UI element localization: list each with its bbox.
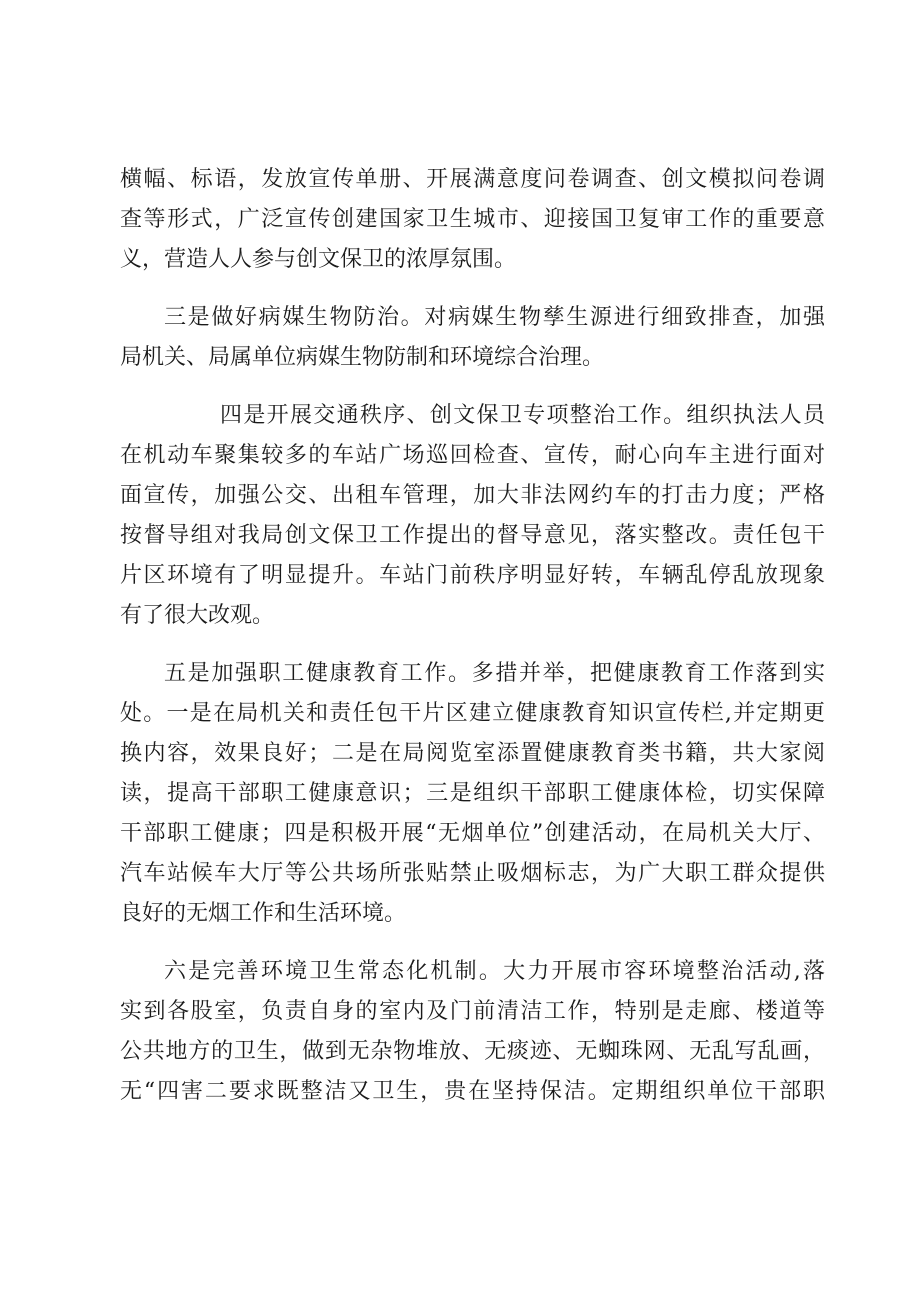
paragraph-1 (120, 160, 825, 280)
text-line: 面宣传，加强公交、出租车管理，加大非法网约车的打击力度；严格 (120, 483, 825, 508)
text-line: 汽车站候车大厅等公共场所张贴禁止吸烟标志，为广大职工群众提供 (120, 861, 825, 886)
text-line: 实到各股室，负责自身的室内及门前清洁工作，特别是走廊、楼道等 (120, 999, 825, 1024)
text-line: 无“四害二要求既整洁又卫生，贵在坚持保洁。定期组织单位干部职 (120, 1079, 825, 1104)
text-line: 处。一是在局机关和责任包干片区建立健康教育知识宣传栏,并定期更 (120, 701, 825, 726)
text-line: 良好的无烟工作和生活环境。 (120, 901, 407, 926)
text-line: 五是加强职工健康教育工作。多措并举，把健康教育工作落到实 (164, 661, 825, 686)
text-line: 按督导组对我局创文保卫工作提出的督导意见，落实整改。责任包干 (120, 523, 825, 548)
text-line: 三是做好病媒生物防治。对病媒生物孳生源进行细致排查，加强 (164, 305, 825, 330)
paragraph-2 (120, 298, 825, 378)
text-line: 公共地方的卫生，做到无杂物堆放、无痰迹、无蜘珠网、无乱写乱画， (120, 1039, 825, 1064)
paragraph-5 (120, 952, 825, 1112)
text-line: 换内容，效果良好；二是在局阅览室添置健康教育类书籍，共大家阅 (120, 741, 825, 766)
text-line: 在机动车聚集较多的车站广场巡回检查、宣传，耐心向车主进行面对 (120, 443, 825, 468)
text-line: 横幅、标语，发放宣传单册、开展满意度问卷调查、创文模拟问卷调 (120, 167, 825, 192)
text-line: 四是开展交通秩序、创文保卫专项整治工作。组织执法人员 (220, 403, 825, 428)
text-line: 局机关、局属单位病媒生物防制和环境综合治理。 (120, 345, 605, 370)
text-line: 片区环境有了明显提升。车站门前秩序明显好转，车辆乱停乱放现象 (120, 563, 825, 588)
text-line: 六是完善环境卫生常态化机制。大力开展市容环境整治活动,落 (164, 959, 825, 984)
paragraph-4 (120, 654, 825, 934)
text-line: 有了很大改观。 (120, 603, 275, 628)
document-body (120, 160, 825, 1112)
text-line: 干部职工健康；四是积极开展“无烟单位”创建活动，在局机关大厅、 (120, 821, 825, 846)
paragraph-3 (120, 396, 825, 636)
text-line: 读，提高干部职工健康意识；三是组织干部职工健康体检，切实保障 (120, 781, 825, 806)
text-line: 义，营造人人参与创文保卫的浓厚氛围。 (120, 247, 517, 272)
text-line: 查等形式，广泛宣传创建国家卫生城市、迎接国卫复审工作的重要意 (120, 207, 825, 232)
